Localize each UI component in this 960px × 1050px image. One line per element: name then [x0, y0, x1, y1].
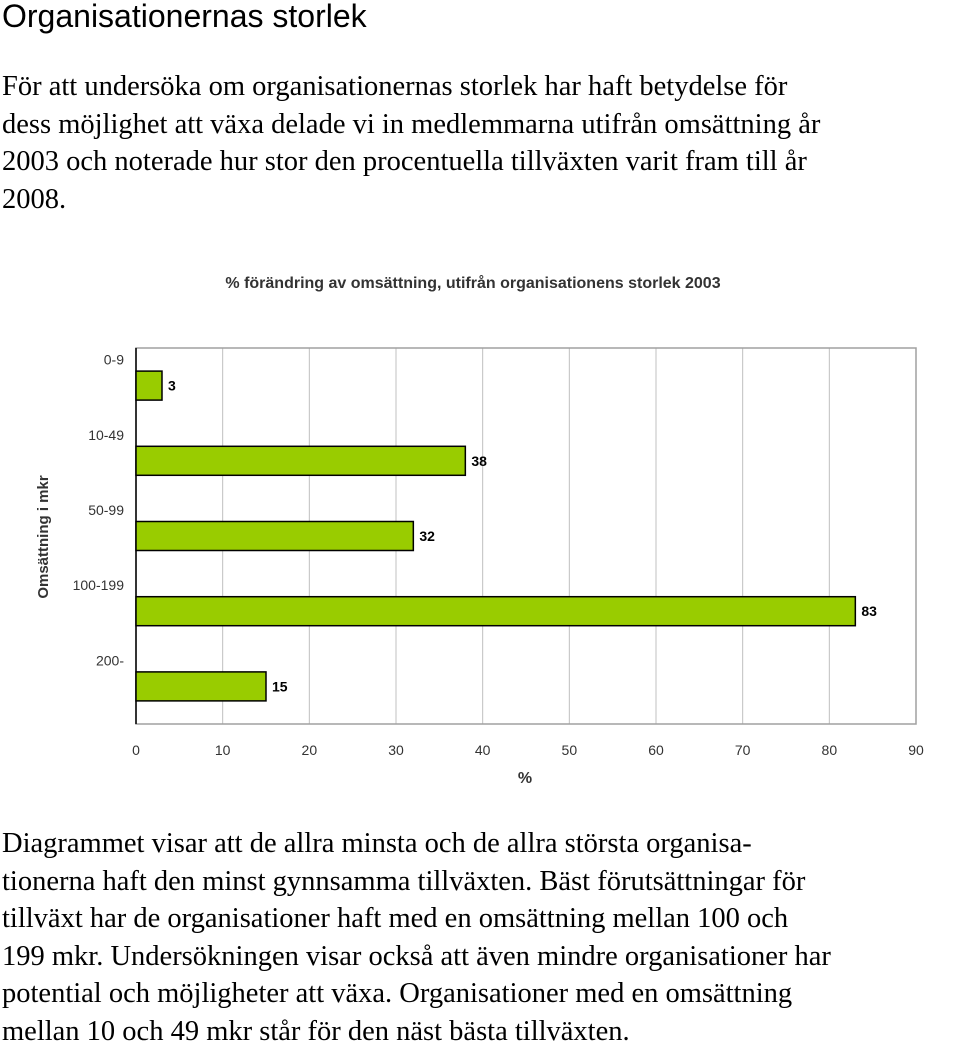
intro-line: 2003 och noterade hur stor den procentuella tillväxten varit fram till år	[2, 143, 952, 181]
y-category-label: 50-99	[88, 502, 124, 518]
x-tick-label: 60	[648, 742, 664, 758]
x-tick-label: 10	[215, 742, 231, 758]
x-tick-label: 50	[562, 742, 578, 758]
x-tick-label: 20	[302, 742, 318, 758]
summary-line: mellan 10 och 49 mkr står för den näst bästa tillväxten.	[2, 1013, 960, 1050]
y-category-label: 200-	[96, 652, 124, 668]
chart-title: % förändring av omsättning, utifrån organisationens storlek 2003	[225, 274, 720, 292]
summary-line: potential och möjligheter att växa. Organisationer med en omsättning	[2, 975, 960, 1013]
data-label: 15	[272, 678, 288, 694]
summary-line: 199 mkr. Undersökningen visar också att även mindre organisationer har	[2, 938, 960, 976]
bar-0-9	[136, 371, 162, 400]
summary-line: tionerna haft den minst gynnsamma tillväxten. Bäst förutsättningar för	[2, 863, 960, 901]
y-category-label: 100-199	[73, 577, 125, 593]
data-label: 83	[861, 603, 877, 619]
summary-paragraph	[2, 825, 960, 1050]
x-tick-label: 80	[822, 742, 838, 758]
page-heading: Organisationernas storlek	[2, 0, 367, 35]
data-label: 3	[168, 378, 176, 394]
bar-100-199	[136, 597, 855, 626]
bar-50-99	[136, 522, 413, 551]
y-category-label: 10-49	[88, 427, 124, 443]
bar-10-49	[136, 446, 465, 475]
bar-chart	[0, 250, 960, 810]
x-tick-label: 0	[132, 742, 140, 758]
summary-line: tillväxt har de organisationer haft med en omsättning mellan 100 och	[2, 900, 960, 938]
x-tick-label: 90	[908, 742, 924, 758]
intro-line: dess möjlighet att växa delade vi in medlemmarna utifrån omsättning år	[2, 106, 952, 144]
summary-line: Diagrammet visar att de allra minsta och de allra största organisa-	[2, 825, 960, 863]
intro-line: För att undersöka om organisationernas storlek har haft betydelse för	[2, 68, 952, 106]
x-tick-label: 40	[475, 742, 491, 758]
bar-200-	[136, 672, 266, 701]
plot-area	[73, 348, 924, 758]
x-tick-label: 70	[735, 742, 751, 758]
x-tick-label: 30	[388, 742, 404, 758]
y-axis-label: Omsättning i mkr	[35, 475, 52, 599]
intro-paragraph	[2, 68, 952, 218]
x-axis-label: %	[518, 770, 532, 787]
data-label: 38	[471, 453, 487, 469]
y-category-label: 0-9	[104, 352, 124, 368]
intro-line: 2008.	[2, 181, 952, 219]
data-label: 32	[419, 528, 435, 544]
